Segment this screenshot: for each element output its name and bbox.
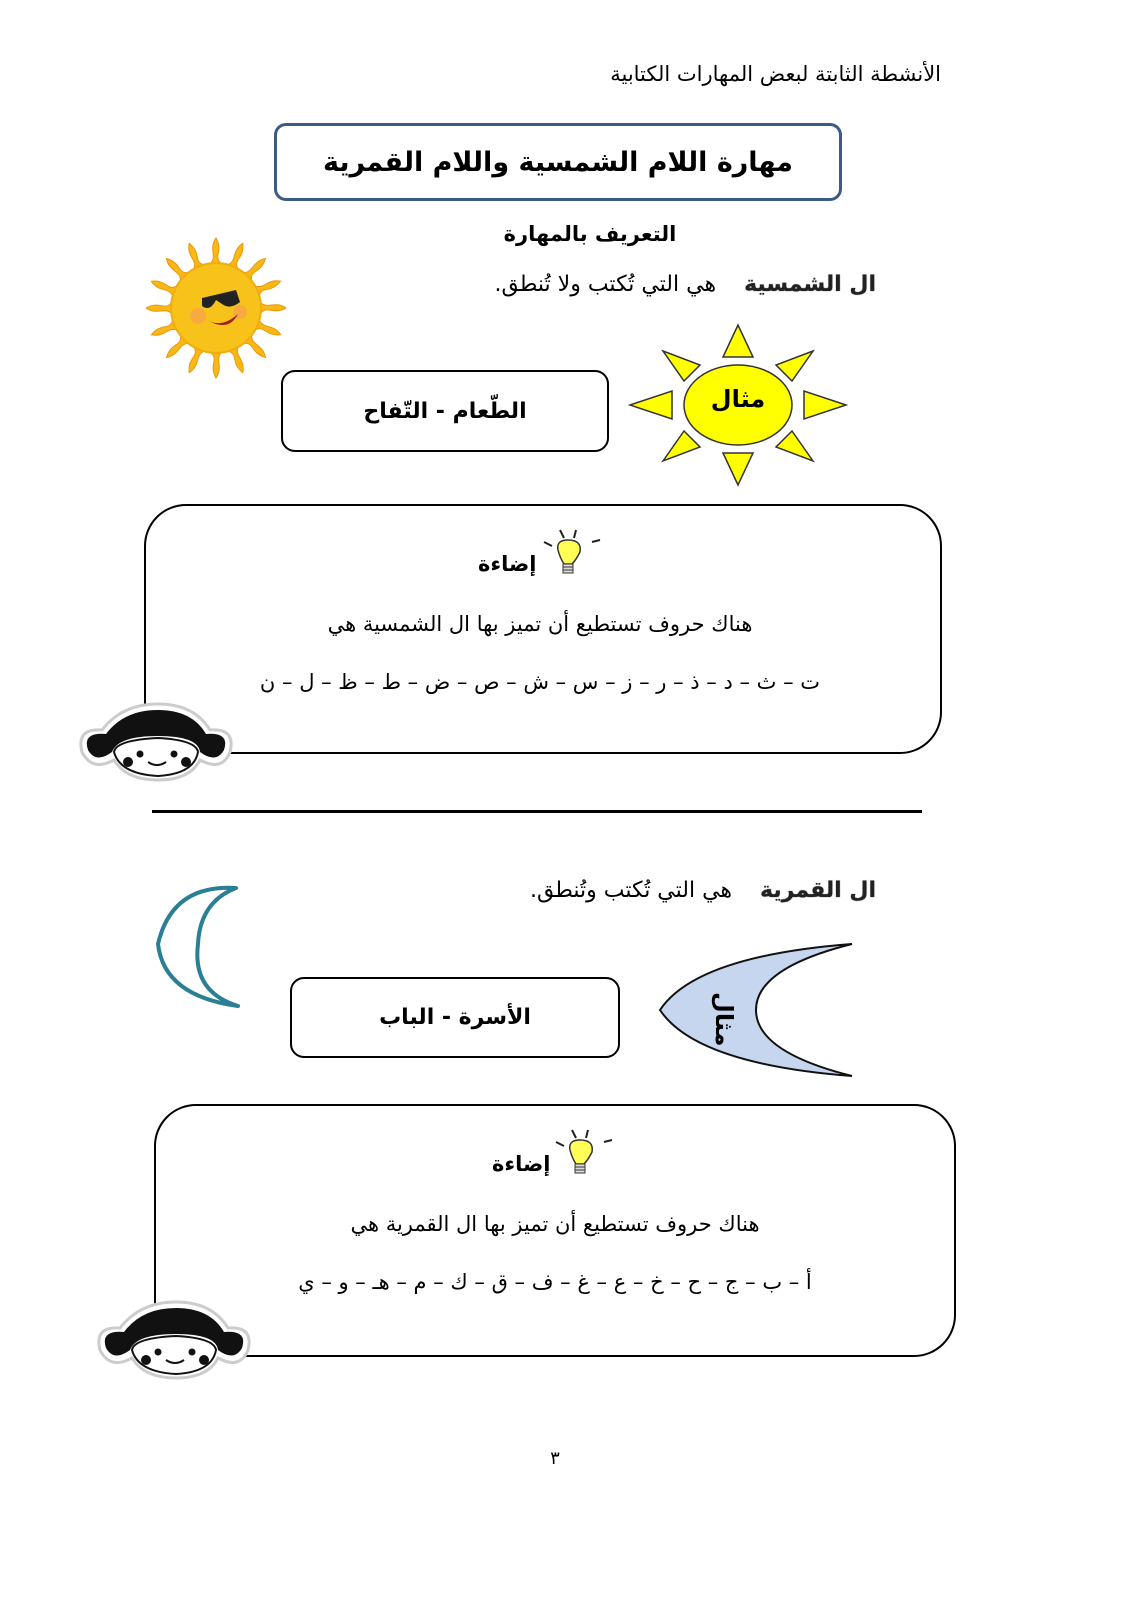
moon-example-box xyxy=(290,977,620,1058)
cartoon-sun-icon xyxy=(146,236,286,381)
sun-example-badge xyxy=(628,323,848,488)
sun-term: ال الشمسية xyxy=(744,272,876,297)
lightbulb-icon xyxy=(540,528,606,580)
moon-definition xyxy=(530,878,876,903)
moon-tip-title: إضاءة xyxy=(492,1152,551,1176)
moon-example-badge xyxy=(656,942,856,1078)
moon-definition-text: هي التي تُكتب وتُنطق. xyxy=(530,878,733,903)
sun-example-words: الطّعام - التّفاح xyxy=(363,398,527,424)
sun-tip-text: هناك حروف تستطيع أن تميز بها ال الشمسية هي xyxy=(327,612,753,636)
moon-example-label: مثال xyxy=(710,992,738,1047)
sun-definition xyxy=(495,272,876,297)
crescent-moon-icon xyxy=(152,880,244,1010)
sun-tip-title: إضاءة xyxy=(478,552,537,576)
moon-example-words: الأسرة - الباب xyxy=(379,1005,531,1030)
page-title: مهارة اللام الشمسية واللام القمرية xyxy=(323,146,793,178)
sun-example-box xyxy=(281,370,609,452)
lightbulb-icon xyxy=(552,1128,618,1180)
document-header: الأنشطة الثابتة لبعض المهارات الكتابية xyxy=(610,62,941,86)
girl-face-icon xyxy=(90,1298,258,1380)
moon-shape-icon xyxy=(656,942,856,1078)
section-divider xyxy=(152,810,922,813)
moon-letters: أ – ب – ج – ح – خ – ع – غ – ف – ق – ك – م – هـ – و – ي xyxy=(298,1270,812,1294)
sun-letters: ت – ث – د – ذ – ر – ز – س – ش – ص – ض – ط – ظ – ل – ن xyxy=(259,670,821,694)
sun-example-label: مثال xyxy=(710,385,766,413)
sun-definition-text: هي التي تُكتب ولا تُنطق. xyxy=(494,272,717,297)
girl-face-icon xyxy=(72,700,240,782)
definition-heading: التعريف بالمهارة xyxy=(503,222,677,246)
moon-term: ال القمرية xyxy=(760,878,876,903)
page-number: ٣ xyxy=(550,1448,560,1469)
moon-tip-text: هناك حروف تستطيع أن تميز بها ال القمرية هي xyxy=(350,1212,760,1236)
title-box xyxy=(274,123,842,201)
